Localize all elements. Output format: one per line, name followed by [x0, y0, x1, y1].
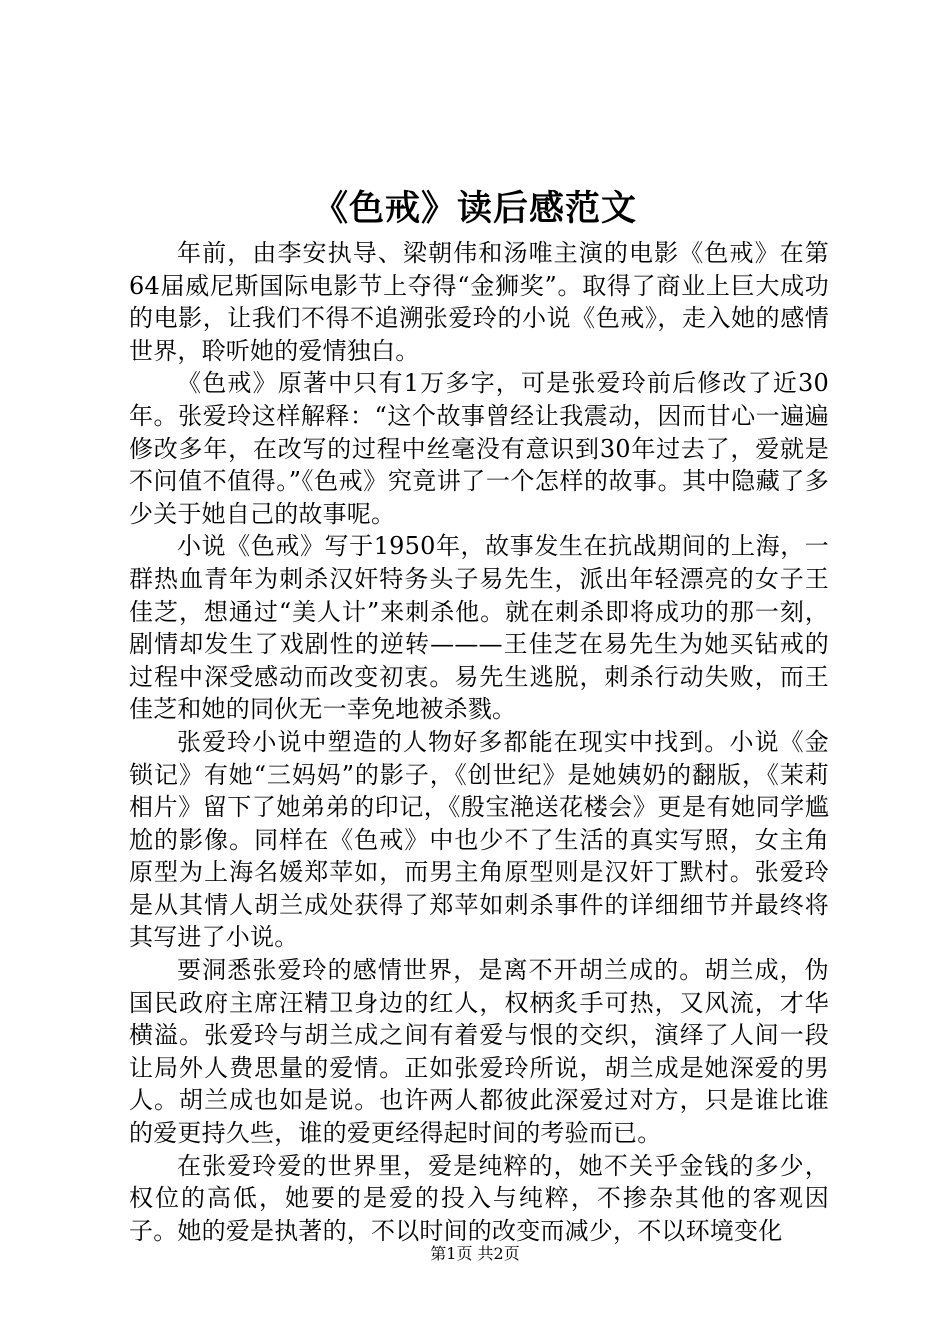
page-footer: 第1页 共2页 [430, 1244, 520, 1263]
document-body [129, 237, 829, 1247]
paragraph-5: 要洞悉张爱玲的感情世界，是离不开胡兰成的。胡兰成，伪国民政府主席汪精卫身边的红人，权柄炙手可热，又风流，才华横溢。张爱玲与胡兰成之间有着爱与恨的交织，演绎了人间一段让局外人费思量的爱情。正如张爱玲所说，胡兰成是她深爱的男人。胡兰成也如是说。也许两人都彼此深爱过对方，只是谁比谁的爱更持久些，谁的爱更经得起时间的考验而已。 [129, 956, 829, 1148]
paragraph-6: 在张爱玲爱的世界里，爱是纯粹的，她不关乎金钱的多少，权位的高低，她要的是爱的投入与纯粹，不掺杂其他的客观因子。她的爱是执著的，不以时间的改变而减少，不以环境变化 [129, 1151, 829, 1245]
paragraph-2: 《色戒》原著中只有1万多字，可是张爱玲前后修改了近30年。张爱玲这样解释：“这个故事曾经让我震动，因而甘心一遍遍修改多年，在改写的过程中丝毫没有意识到30年过去了，爱就是不问值不值得。”《色戒》究竟讲了一个怎样的故事。其中隐藏了多少关于她自己的故事呢。 [129, 369, 829, 528]
page-title: 《色戒》读后感范文 [312, 188, 637, 229]
paragraph-1: 年前，由李安执导、梁朝伟和汤唯主演的电影《色戒》在第64届威尼斯国际电影节上夺得“金狮奖”。取得了商业上巨大成功的电影，让我们不得不追溯张爱玲的小说《色戒》，走入她的感情世界，聆听她的爱情独白。 [129, 239, 829, 365]
paragraph-4: 张爱玲小说中塑造的人物好多都能在现实中找到。小说《金锁记》有她“三妈妈”的影子，《创世纪》是她姨奶的翻版，《茉莉相片》留下了她弟弟的印记，《殷宝滟送花楼会》更是有她同学尴尬的影像。同样在《色戒》中也少不了生活的真实写照，女主角原型为上海名媛郑苹如，而男主角原型则是汉奸丁默村。张爱玲是从其情人胡兰成处获得了郑苹如刺杀事件的详细细节并最终将其写进了小说。 [129, 727, 829, 952]
paragraph-3: 小说《色戒》写于1950年，故事发生在抗战期间的上海，一群热血青年为刺杀汉奸特务头子易先生，派出年轻漂亮的女子王佳芝，想通过“美人计”来刺杀他。就在刺杀即将成功的那一刻，剧情却发生了戏剧性的逆转———王佳芝在易先生为她买钻戒的过程中深受感动而改变初衷。易先生逃脱，刺杀行动失败，而王佳芝和她的同伙无一幸免地被杀戮。 [129, 532, 829, 724]
